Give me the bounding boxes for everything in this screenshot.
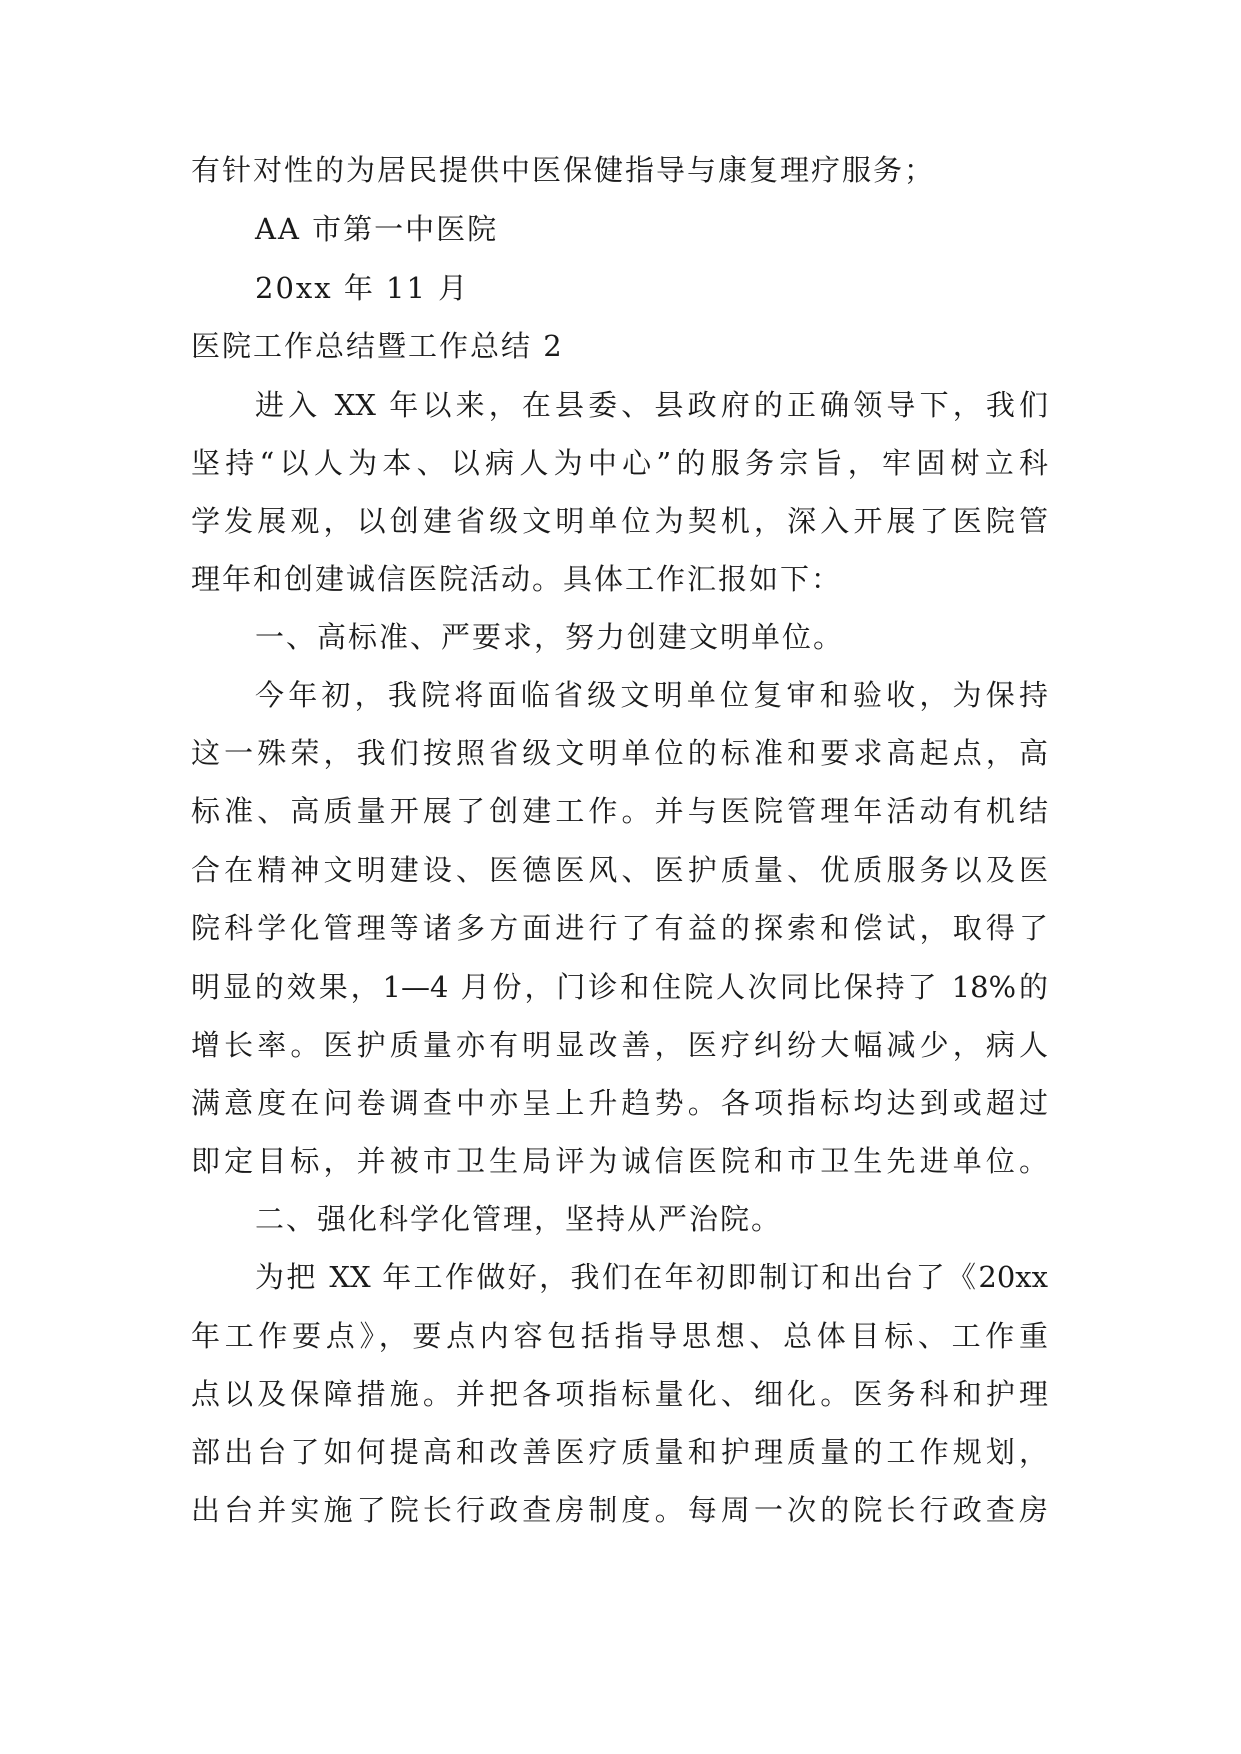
line-text: 坚持“以人为本、以病人为中心”的服务宗旨，牢固树立科 — [191, 446, 1048, 480]
line-text: 增长率。医护质量亦有明显改善，医疗纠纷大幅减少，病人 — [191, 1028, 1048, 1062]
line-text: 这一殊荣，我们按照省级文明单位的标准和要求高起点，高 — [191, 736, 1048, 770]
text-line — [0, 549, 1241, 609]
line-text: 院科学化管理等诸多方面进行了有益的探索和偿试，取得了 — [191, 911, 1048, 945]
line-text: 点以及保障措施。并把各项指标量化、细化。医务科和护理 — [191, 1377, 1048, 1411]
line-text: 医院工作总结暨工作总结 2 — [191, 329, 564, 363]
line-text: 标准、高质量开展了创建工作。并与医院管理年活动有机结 — [191, 794, 1048, 828]
text-line — [0, 957, 1241, 1017]
line-text: 合在精神文明建设、医德医风、医护质量、优质服务以及医 — [191, 853, 1048, 887]
line-text: AA 市第一中医院 — [255, 212, 499, 246]
line-text: 理年和创建诚信医院活动。具体工作汇报如下： — [191, 562, 843, 596]
line-text: 进入 XX 年以来，在县委、县政府的正确领导下，我们 — [255, 388, 1048, 422]
text-line — [0, 1306, 1241, 1366]
line-text: 年工作要点》，要点内容包括指导思想、总体目标、工作重 — [191, 1319, 1048, 1353]
line-text: 今年初，我院将面临省级文明单位复审和验收，为保持 — [255, 678, 1048, 712]
text-line — [0, 491, 1241, 551]
line-text: 一、高标准、严要求，努力创建文明单位。 — [255, 620, 845, 654]
text-line — [0, 1015, 1241, 1075]
line-text: 满意度在问卷调查中亦呈上升趋势。各项指标均达到或超过 — [191, 1086, 1048, 1120]
text-line — [0, 840, 1241, 900]
text-line — [0, 1364, 1241, 1424]
line-text: 部出台了如何提高和改善医疗质量和护理质量的工作规划， — [191, 1435, 1048, 1469]
text-line — [0, 1422, 1241, 1482]
text-line — [0, 433, 1241, 493]
heading-line — [0, 1189, 1241, 1249]
text-line — [0, 665, 1241, 725]
signature-organization — [0, 199, 1241, 259]
line-text: 明显的效果，1—4 月份，门诊和住院人次同比保持了 18%的 — [191, 970, 1048, 1004]
line-text: 学发展观，以创建省级文明单位为契机，深入开展了医院管 — [191, 504, 1048, 538]
text-line — [0, 1480, 1241, 1540]
text-line — [0, 723, 1241, 783]
text-line — [0, 1131, 1241, 1191]
heading-line — [0, 607, 1241, 667]
line-text: 出台并实施了院长行政查房制度。每周一次的院长行政查房 — [191, 1493, 1048, 1527]
text-line — [0, 898, 1241, 958]
line-text: 为把 XX 年工作做好，我们在年初即制订和出台了《20xx — [255, 1260, 1048, 1294]
text-line — [0, 140, 1241, 200]
section-title — [0, 316, 1241, 376]
text-line — [0, 781, 1241, 841]
line-text: 即定目标，并被市卫生局评为诚信医院和市卫生先进单位。 — [191, 1144, 1048, 1178]
text-line — [0, 375, 1241, 435]
signature-date — [0, 258, 1241, 318]
line-text: 有针对性的为居民提供中医保健指导与康复理疗服务； — [191, 153, 936, 187]
line-text: 二、强化科学化管理，坚持从严治院。 — [255, 1202, 783, 1236]
text-line — [0, 1247, 1241, 1307]
line-text: 20xx 年 11 月 — [255, 271, 470, 305]
text-line — [0, 1073, 1241, 1133]
